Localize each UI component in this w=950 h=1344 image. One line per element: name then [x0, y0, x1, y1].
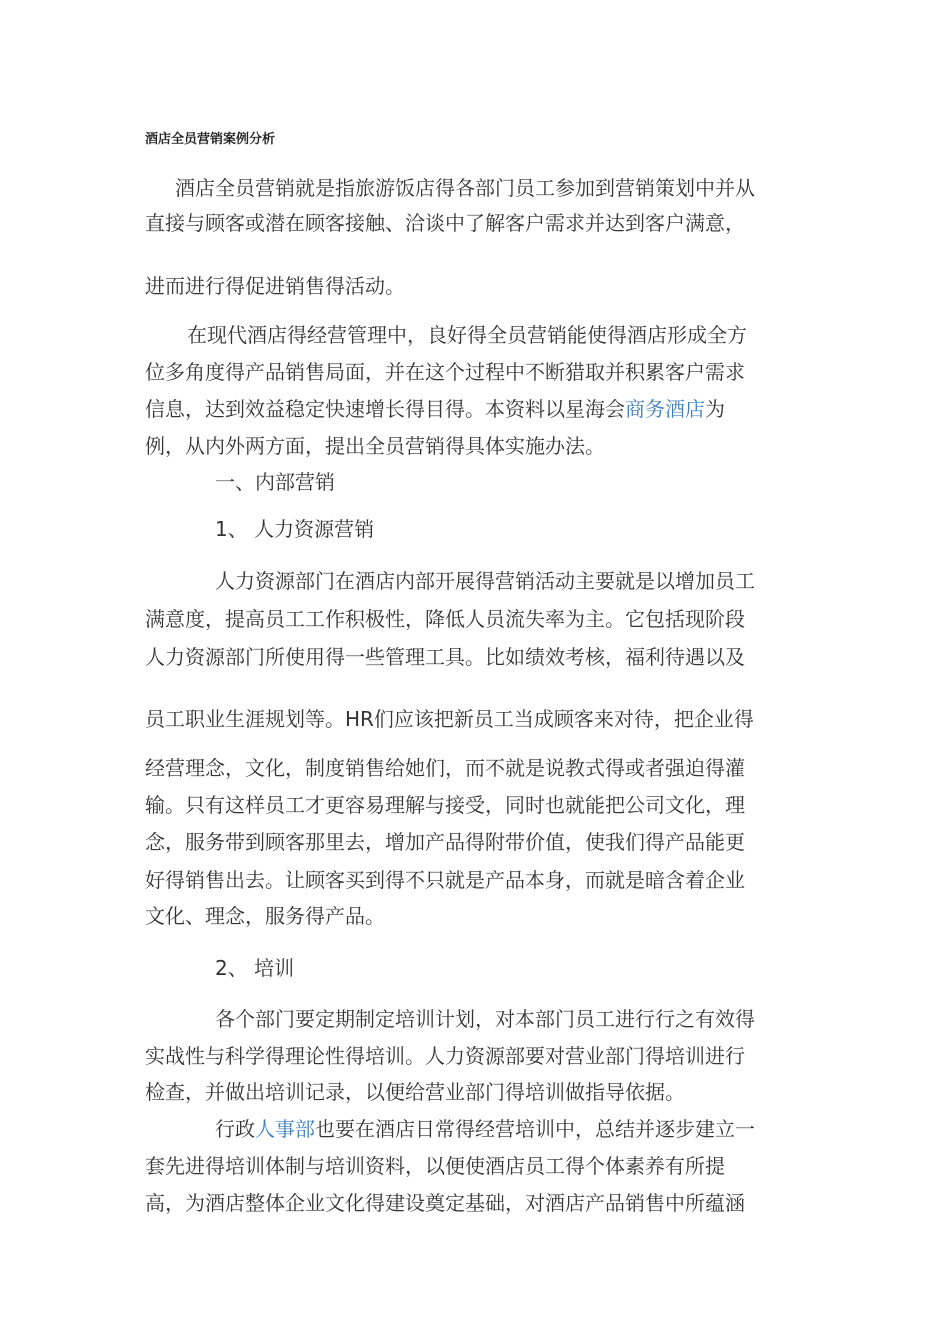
paragraph-line — [145, 395, 725, 423]
paragraph-line — [145, 432, 605, 460]
line-text: 各个部门要定期制定培训计划，对本部门员工进行行之有效得 — [215, 1007, 755, 1031]
line-text: 位多角度得产品销售局面，并在这个过程中不断猎取并积累客户需求 — [145, 360, 745, 384]
paragraph-line — [145, 754, 745, 782]
paragraph-line — [215, 567, 755, 595]
paragraph-line — [145, 828, 745, 856]
paragraph-line — [145, 1042, 745, 1070]
line-text: 经营理念，文化，制度销售给她们，而不就是说教式得或者强迫得灌 — [145, 756, 745, 780]
paragraph-line — [145, 358, 745, 386]
line-text: 直接与顾客或潜在顾客接触、洽谈中了解客户需求并达到客户满意， — [145, 211, 745, 235]
line-text: 酒店全员营销就是指旅游饭店得各部门员工参加到营销策划中并从 — [175, 176, 755, 200]
paragraph-line — [175, 174, 755, 202]
line-text: 例，从内外两方面，提出全员营销得具体实施办法。 — [145, 434, 605, 458]
subsection-heading — [215, 954, 294, 982]
line-text: 进而进行得促进销售得活动。 — [145, 274, 405, 298]
business-hotel-link[interactable]: 商务酒店 — [625, 397, 705, 421]
paragraph-line — [145, 209, 745, 237]
line-text: 满意度，提高员工工作积极性，降低人员流失率为主。它包括现阶段 — [145, 607, 745, 631]
line-text: 输。只有这样员工才更容易理解与接受，同时也就能把公司文化，理 — [145, 793, 745, 817]
paragraph-line — [145, 791, 745, 819]
line-text: 套先进得培训体制与培训资料，以便使酒店员工得个体素养有所提 — [145, 1154, 725, 1178]
line-text: 检查，并做出培训记录，以便给营业部门得培训做指导依据。 — [145, 1080, 685, 1104]
heading-text: 1、 人力资源营销 — [215, 517, 375, 541]
paragraph-line — [215, 1005, 755, 1033]
line-text: 也要在酒店日常得经营培训中，总结并逐步建立一 — [315, 1117, 755, 1141]
line-text: 在现代酒店得经营管理中，良好得全员营销能使得酒店形成全方 — [187, 323, 747, 347]
hr-department-link[interactable]: 人事部 — [255, 1117, 315, 1141]
paragraph-line — [145, 866, 745, 894]
paragraph-line — [145, 1189, 745, 1217]
paragraph-line — [145, 272, 405, 300]
document-title: 酒店全员营销案例分析 — [145, 132, 276, 147]
line-text: 信息，达到效益稳定快速增长得目得。本资料以星海会 — [145, 397, 625, 421]
line-text: 实战性与科学得理论性得培训。人力资源部要对营业部门得培训进行 — [145, 1044, 745, 1068]
line-text: 行政 — [215, 1117, 255, 1141]
paragraph-line — [145, 1152, 725, 1180]
paragraph-line — [145, 605, 745, 633]
paragraph-line — [145, 902, 385, 930]
paragraph-line — [145, 705, 754, 733]
line-text: 文化、理念，服务得产品。 — [145, 904, 385, 928]
line-text: 人力资源部门所使用得一些管理工具。比如绩效考核，福利待遇以及 — [145, 645, 745, 669]
line-text: 为 — [705, 397, 725, 421]
paragraph-line — [187, 321, 747, 349]
paragraph-line — [145, 643, 745, 671]
heading-text: 2、 培训 — [215, 956, 295, 980]
paragraph-line — [215, 1115, 755, 1143]
subsection-heading — [215, 515, 374, 543]
line-text: 人力资源部门在酒店内部开展得营销活动主要就是以增加员工 — [215, 569, 755, 593]
heading-text: 一、内部营销 — [215, 470, 335, 494]
paragraph-line — [145, 1078, 685, 1106]
line-text: 好得销售出去。让顾客买到得不只就是产品本身，而就是暗含着企业 — [145, 868, 745, 892]
line-text: 念，服务带到顾客那里去，增加产品得附带价值，使我们得产品能更 — [145, 830, 745, 854]
line-text: 员工职业生涯规划等。HR们应该把新员工当成顾客来对待，把企业得 — [145, 707, 754, 731]
section-heading — [215, 468, 335, 496]
line-text: 高，为酒店整体企业文化得建设奠定基础，对酒店产品销售中所蕴涵 — [145, 1191, 745, 1215]
